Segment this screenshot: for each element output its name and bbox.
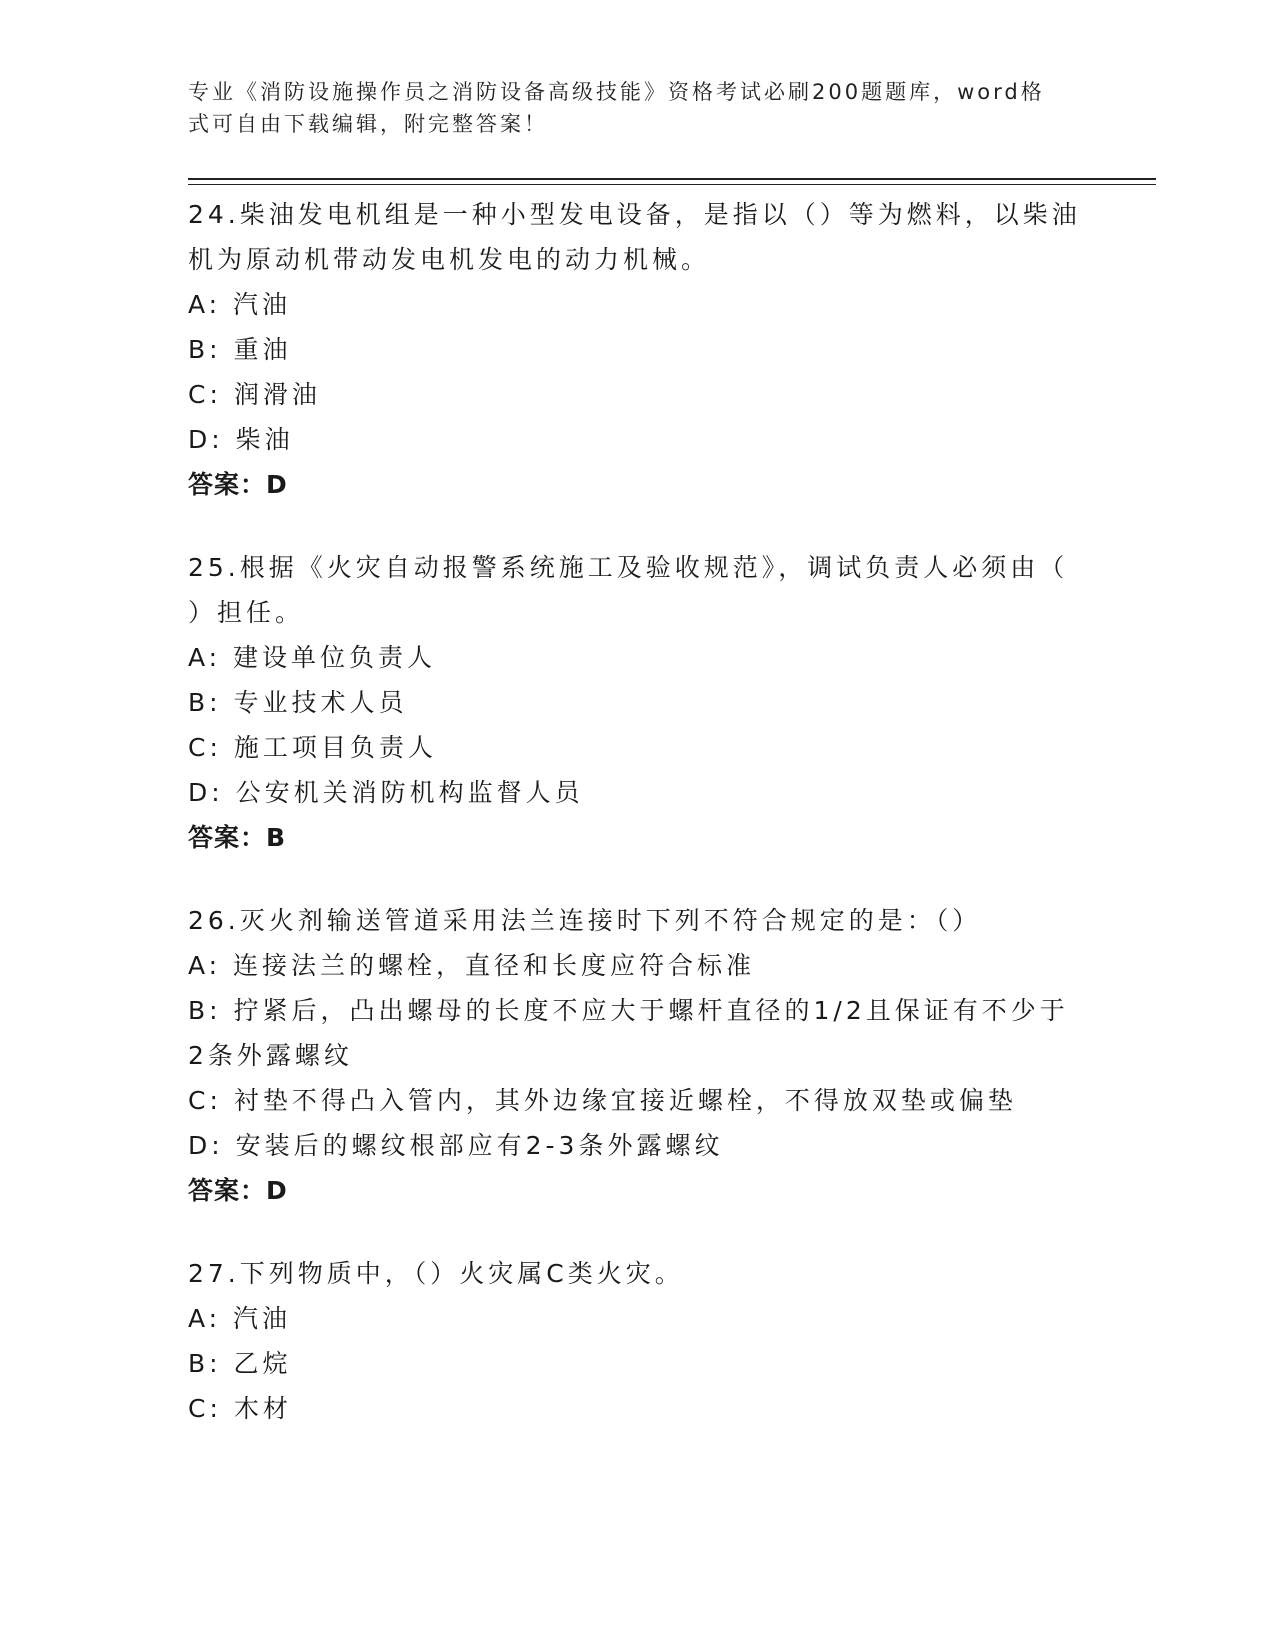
answer: 答案：B bbox=[188, 823, 287, 852]
question-stem: 25.根据《火灾自动报警系统施工及验收规范》，调试负责人必须由（ ）担任。 bbox=[188, 553, 1069, 627]
question-list bbox=[188, 192, 1088, 1469]
option-a: A: 汽油 bbox=[188, 1304, 292, 1333]
question-26 bbox=[188, 898, 1088, 1213]
option-c: C: 润滑油 bbox=[188, 380, 321, 409]
question-stem: 26.灭火剂输送管道采用法兰连接时下列不符合规定的是：（） bbox=[188, 906, 982, 935]
option-d: D: 公安机关消防机构监督人员 bbox=[188, 778, 584, 807]
option-d: D: 柴油 bbox=[188, 425, 294, 454]
answer: 答案：D bbox=[188, 470, 288, 499]
header-divider-thin bbox=[188, 184, 1156, 185]
option-c: C: 衬垫不得凸入管内，其外边缘宜接近螺栓，不得放双垫或偏垫 bbox=[188, 1086, 1017, 1115]
option-c: C: 木材 bbox=[188, 1394, 292, 1423]
option-a: A: 汽油 bbox=[188, 290, 292, 319]
option-b: B: 重油 bbox=[188, 335, 292, 364]
option-b: B: 乙烷 bbox=[188, 1349, 292, 1378]
question-24 bbox=[188, 192, 1088, 507]
question-stem: 27.下列物质中，（）火灾属C类火灾。 bbox=[188, 1259, 684, 1288]
option-c: C: 施工项目负责人 bbox=[188, 733, 437, 762]
document-header: 专业《消防设施操作员之消防设备高级技能》资格考试必刷200题题库，word格式可自由下载编辑，附完整答案！ bbox=[188, 80, 1045, 136]
header-divider-thick bbox=[188, 178, 1156, 180]
question-25 bbox=[188, 545, 1088, 860]
option-a: A: 连接法兰的螺栓，直径和长度应符合标准 bbox=[188, 951, 756, 980]
answer: 答案：D bbox=[188, 1176, 288, 1205]
option-d: D: 安装后的螺纹根部应有2-3条外露螺纹 bbox=[188, 1131, 724, 1160]
option-b: B: 拧紧后，凸出螺母的长度不应大于螺杆直径的1/2且保证有不少于2条外露螺纹 bbox=[188, 996, 1069, 1070]
question-27 bbox=[188, 1251, 1088, 1431]
question-stem: 24.柴油发电机组是一种小型发电设备，是指以（）等为燃料，以柴油机为原动机带动发电机发电的动力机械。 bbox=[188, 200, 1081, 274]
option-a: A: 建设单位负责人 bbox=[188, 643, 437, 672]
option-b: B: 专业技术人员 bbox=[188, 688, 408, 717]
